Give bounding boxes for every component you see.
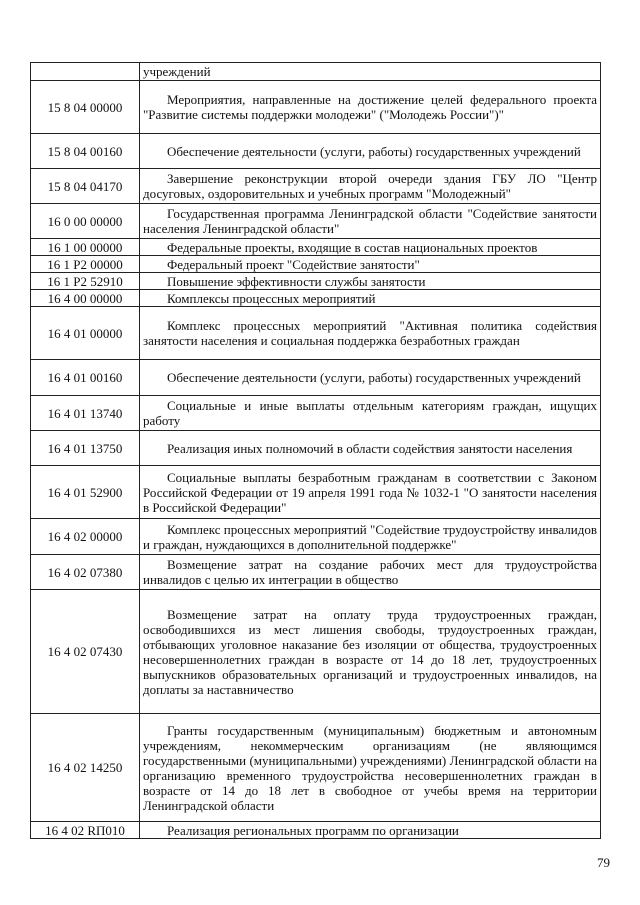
row-description: Государственная программа Ленинградской области "Содействие занятости населения Ленинградской области" xyxy=(140,204,601,239)
row-code: 16 4 00 00000 xyxy=(31,290,140,307)
row-code: 16 4 01 13750 xyxy=(31,431,140,466)
row-description: Федеральные проекты, входящие в состав национальных проектов xyxy=(140,239,601,256)
row-description: Гранты государственным (муниципальным) бюджетным и автономным учреждениям, некоммерческим организациям (не являющимся государственными (муниципальными) учреждениями) Ленинградской области на организацию временного трудоустройства несовершеннолетних граждан в возрасте от 14 до 18 лет в свободное от учебы время на территории Ленинградской области xyxy=(140,714,601,822)
row-code: 16 4 02 00000 xyxy=(31,519,140,555)
row-description: Реализация иных полномочий в области содействия занятости населения xyxy=(140,431,601,466)
row-description: Социальные выплаты безработным гражданам в соответствии с Законом Российской Федерации от 19 апреля 1991 года № 1032-1 "О занятости населения в Российской Федерации" xyxy=(140,466,601,519)
table-row xyxy=(31,396,601,431)
row-description: Федеральный проект "Содействие занятости" xyxy=(140,256,601,273)
row-code: 16 0 00 00000 xyxy=(31,204,140,239)
table-row xyxy=(31,519,601,555)
row-description: Обеспечение деятельности (услуги, работы) государственных учреждений xyxy=(140,360,601,396)
row-code: 16 1 Р2 00000 xyxy=(31,256,140,273)
row-code: 16 4 01 13740 xyxy=(31,396,140,431)
row-description: Реализация региональных программ по организации xyxy=(140,822,601,839)
table-row xyxy=(31,256,601,273)
row-code: 15 8 04 04170 xyxy=(31,169,140,204)
row-description: Мероприятия, направленные на достижение целей федерального проекта "Развитие системы поддержки молодежи" ("Молодежь России")" xyxy=(140,81,601,134)
row-description: Возмещение затрат на оплату труда трудоустроенных граждан, освободившихся из мест лишения свободы, трудоустроенных граждан, отбывающих уголовное наказание без изоляции от общества, трудоустроенных несовершеннолетних граждан в возрасте от 14 до 18 лет, трудоустроенных выпускников образовательных организаций и трудоустроенных инвалидов, на доплаты за наставничество xyxy=(140,590,601,714)
table-row xyxy=(31,204,601,239)
table-row xyxy=(31,555,601,590)
budget-classification-table xyxy=(30,62,601,839)
table-row xyxy=(31,273,601,290)
table-row xyxy=(31,134,601,169)
row-code xyxy=(31,63,140,81)
table-row xyxy=(31,466,601,519)
table-row xyxy=(31,590,601,714)
row-description: Завершение реконструкции второй очереди здания ГБУ ЛО "Центр досуговых, оздоровительных и учебных программ "Молодежный" xyxy=(140,169,601,204)
row-description: Повышение эффективности службы занятости xyxy=(140,273,601,290)
row-description: Возмещение затрат на создание рабочих мест для трудоустройства инвалидов с целью их интеграции в общество xyxy=(140,555,601,590)
table-row xyxy=(31,63,601,81)
table-row xyxy=(31,307,601,360)
table-row xyxy=(31,290,601,307)
row-description: Обеспечение деятельности (услуги, работы) государственных учреждений xyxy=(140,134,601,169)
row-code: 16 1 Р2 52910 xyxy=(31,273,140,290)
table-row xyxy=(31,169,601,204)
table-row xyxy=(31,714,601,822)
row-code: 16 4 02 07430 xyxy=(31,590,140,714)
row-code: 16 1 00 00000 xyxy=(31,239,140,256)
table-row xyxy=(31,360,601,396)
row-description: Комплексы процессных мероприятий xyxy=(140,290,601,307)
row-description: Комплекс процессных мероприятий "Активная политика содействия занятости населения и социальная поддержка безработных граждан xyxy=(140,307,601,360)
table-row xyxy=(31,822,601,839)
page-number: 79 xyxy=(597,855,610,870)
row-description: Комплекс процессных мероприятий "Содействие трудоустройству инвалидов и граждан, нуждающихся в дополнительной поддержке" xyxy=(140,519,601,555)
row-code: 16 4 02 07380 xyxy=(31,555,140,590)
table-row xyxy=(31,81,601,134)
row-code: 15 8 04 00160 xyxy=(31,134,140,169)
row-description: учреждений xyxy=(140,63,601,81)
row-code: 16 4 02 RП010 xyxy=(31,822,140,839)
row-code: 16 4 02 14250 xyxy=(31,714,140,822)
row-code: 15 8 04 00000 xyxy=(31,81,140,134)
row-code: 16 4 01 00000 xyxy=(31,307,140,360)
row-description: Социальные и иные выплаты отдельным категориям граждан, ищущих работу xyxy=(140,396,601,431)
row-code: 16 4 01 00160 xyxy=(31,360,140,396)
table-row xyxy=(31,431,601,466)
row-code: 16 4 01 52900 xyxy=(31,466,140,519)
table-row xyxy=(31,239,601,256)
